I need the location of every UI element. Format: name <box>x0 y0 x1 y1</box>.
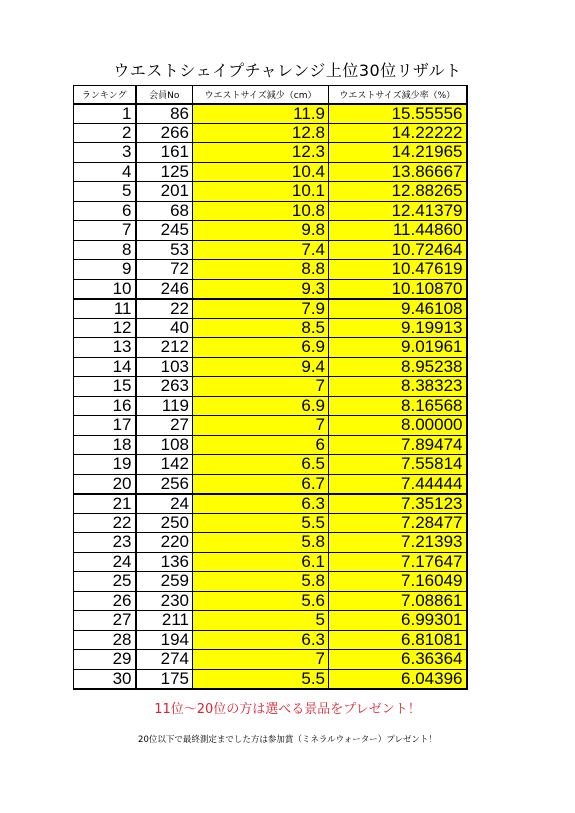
waist-reduction-cell: 10.1 <box>193 182 329 202</box>
reduction-rate-cell: 6.81081 <box>329 630 467 650</box>
reduction-rate-cell: 10.47619 <box>329 260 467 280</box>
rank-cell: 19 <box>74 455 136 475</box>
table-row <box>74 435 467 455</box>
rank-cell: 1 <box>74 104 136 124</box>
reduction-rate-cell: 13.86667 <box>329 162 467 182</box>
table-row <box>74 260 467 280</box>
waist-reduction-cell: 10.8 <box>193 201 329 221</box>
rank-cell: 21 <box>74 494 136 514</box>
member-no-cell: 194 <box>136 630 193 650</box>
page-title: ウエストシェイプチャレンジ上位30位リザルト <box>113 61 462 80</box>
member-no-cell: 103 <box>136 357 193 377</box>
rank-cell: 9 <box>74 260 136 280</box>
table-row <box>74 318 467 338</box>
rank-cell: 11 <box>74 299 136 319</box>
rank-cell: 29 <box>74 650 136 670</box>
member-no-cell: 212 <box>136 338 193 358</box>
table-row <box>74 630 467 650</box>
rank-cell: 25 <box>74 572 136 592</box>
reduction-rate-cell: 11.44860 <box>329 221 467 241</box>
table-row <box>74 162 467 182</box>
reduction-rate-cell: 10.10870 <box>329 279 467 299</box>
table-row <box>74 396 467 416</box>
rank-cell: 16 <box>74 396 136 416</box>
member-no-cell: 119 <box>136 396 193 416</box>
rank-cell: 2 <box>74 123 136 143</box>
waist-reduction-cell: 5.8 <box>193 533 329 553</box>
table-header-row <box>74 86 467 104</box>
reduction-rate-cell: 15.55556 <box>329 104 467 124</box>
table-row <box>74 474 467 494</box>
member-no-cell: 40 <box>136 318 193 338</box>
reduction-rate-cell: 7.55814 <box>329 455 467 475</box>
table-row <box>74 455 467 475</box>
reduction-rate-cell: 6.99301 <box>329 611 467 631</box>
reduction-rate-cell: 9.46108 <box>329 299 467 319</box>
table-row <box>74 416 467 436</box>
member-no-cell: 27 <box>136 416 193 436</box>
waist-reduction-cell: 9.8 <box>193 221 329 241</box>
table-row <box>74 143 467 163</box>
member-no-cell: 220 <box>136 533 193 553</box>
waist-reduction-cell: 6.3 <box>193 494 329 514</box>
table-row <box>74 123 467 143</box>
waist-reduction-cell: 11.9 <box>193 104 329 124</box>
header-rank: ランキング <box>74 86 136 104</box>
member-no-cell: 22 <box>136 299 193 319</box>
reduction-rate-cell: 9.19913 <box>329 318 467 338</box>
waist-reduction-cell: 7 <box>193 377 329 397</box>
member-no-cell: 53 <box>136 240 193 260</box>
prize-note: 11位〜20位の方は選べる景品をプレゼント！ <box>154 702 421 717</box>
table-row <box>74 338 467 358</box>
table-row <box>74 650 467 670</box>
rank-cell: 8 <box>74 240 136 260</box>
table-row <box>74 494 467 514</box>
reduction-rate-cell: 12.41379 <box>329 201 467 221</box>
table-row <box>74 279 467 299</box>
member-no-cell: 72 <box>136 260 193 280</box>
header-waist-reduction: ウエストサイズ減少（cm） <box>193 86 329 104</box>
rank-cell: 27 <box>74 611 136 631</box>
reduction-rate-cell: 14.21965 <box>329 143 467 163</box>
rank-cell: 20 <box>74 474 136 494</box>
member-no-cell: 108 <box>136 435 193 455</box>
header-member-no: 会員No <box>136 86 193 104</box>
waist-reduction-cell: 6.7 <box>193 474 329 494</box>
reduction-rate-cell: 8.00000 <box>329 416 467 436</box>
member-no-cell: 125 <box>136 162 193 182</box>
waist-reduction-cell: 6.9 <box>193 396 329 416</box>
waist-reduction-cell: 7 <box>193 416 329 436</box>
reduction-rate-cell: 8.95238 <box>329 357 467 377</box>
reduction-rate-cell: 6.04396 <box>329 669 467 689</box>
waist-reduction-cell: 8.5 <box>193 318 329 338</box>
rank-cell: 26 <box>74 591 136 611</box>
waist-reduction-cell: 12.3 <box>193 143 329 163</box>
member-no-cell: 86 <box>136 104 193 124</box>
member-no-cell: 142 <box>136 455 193 475</box>
member-no-cell: 175 <box>136 669 193 689</box>
rank-cell: 14 <box>74 357 136 377</box>
rank-cell: 15 <box>74 377 136 397</box>
waist-reduction-cell: 5.8 <box>193 572 329 592</box>
rank-cell: 18 <box>74 435 136 455</box>
reduction-rate-cell: 10.72464 <box>329 240 467 260</box>
reduction-rate-cell: 12.88265 <box>329 182 467 202</box>
member-no-cell: 245 <box>136 221 193 241</box>
reduction-rate-cell: 7.89474 <box>329 435 467 455</box>
results-table <box>73 85 468 690</box>
member-no-cell: 263 <box>136 377 193 397</box>
reduction-rate-cell: 6.36364 <box>329 650 467 670</box>
rank-cell: 3 <box>74 143 136 163</box>
member-no-cell: 161 <box>136 143 193 163</box>
table-row <box>74 377 467 397</box>
table-row <box>74 182 467 202</box>
waist-reduction-cell: 6.9 <box>193 338 329 358</box>
waist-reduction-cell: 5.5 <box>193 669 329 689</box>
member-no-cell: 246 <box>136 279 193 299</box>
table-row <box>74 669 467 689</box>
waist-reduction-cell: 9.4 <box>193 357 329 377</box>
rank-cell: 12 <box>74 318 136 338</box>
table-row <box>74 611 467 631</box>
header-reduction-rate: ウエストサイズ減少率（%） <box>329 86 467 104</box>
reduction-rate-cell: 9.01961 <box>329 338 467 358</box>
waist-reduction-cell: 6.1 <box>193 552 329 572</box>
member-no-cell: 136 <box>136 552 193 572</box>
rank-cell: 4 <box>74 162 136 182</box>
reduction-rate-cell: 7.28477 <box>329 513 467 533</box>
waist-reduction-cell: 6 <box>193 435 329 455</box>
waist-reduction-cell: 9.3 <box>193 279 329 299</box>
reduction-rate-cell: 8.38323 <box>329 377 467 397</box>
rank-cell: 24 <box>74 552 136 572</box>
reduction-rate-cell: 7.08861 <box>329 591 467 611</box>
rank-cell: 30 <box>74 669 136 689</box>
waist-reduction-cell: 7.4 <box>193 240 329 260</box>
reduction-rate-cell: 7.44444 <box>329 474 467 494</box>
table-row <box>74 201 467 221</box>
member-no-cell: 266 <box>136 123 193 143</box>
table-row <box>74 591 467 611</box>
waist-reduction-cell: 12.8 <box>193 123 329 143</box>
table-row <box>74 552 467 572</box>
reduction-rate-cell: 7.17647 <box>329 552 467 572</box>
rank-cell: 6 <box>74 201 136 221</box>
waist-reduction-cell: 10.4 <box>193 162 329 182</box>
waist-reduction-cell: 6.5 <box>193 455 329 475</box>
rank-cell: 22 <box>74 513 136 533</box>
rank-cell: 23 <box>74 533 136 553</box>
waist-reduction-cell: 8.8 <box>193 260 329 280</box>
table-row <box>74 513 467 533</box>
waist-reduction-cell: 7.9 <box>193 299 329 319</box>
waist-reduction-cell: 5.5 <box>193 513 329 533</box>
rank-cell: 17 <box>74 416 136 436</box>
table-row <box>74 572 467 592</box>
rank-cell: 7 <box>74 221 136 241</box>
rank-cell: 10 <box>74 279 136 299</box>
reduction-rate-cell: 7.35123 <box>329 494 467 514</box>
member-no-cell: 250 <box>136 513 193 533</box>
reduction-rate-cell: 8.16568 <box>329 396 467 416</box>
member-no-cell: 201 <box>136 182 193 202</box>
waist-reduction-cell: 5 <box>193 611 329 631</box>
table-row <box>74 221 467 241</box>
rank-cell: 13 <box>74 338 136 358</box>
member-no-cell: 230 <box>136 591 193 611</box>
member-no-cell: 256 <box>136 474 193 494</box>
member-no-cell: 259 <box>136 572 193 592</box>
reduction-rate-cell: 14.22222 <box>329 123 467 143</box>
table-row <box>74 240 467 260</box>
member-no-cell: 24 <box>136 494 193 514</box>
member-no-cell: 68 <box>136 201 193 221</box>
table-row <box>74 104 467 124</box>
waist-reduction-cell: 7 <box>193 650 329 670</box>
waist-reduction-cell: 6.3 <box>193 630 329 650</box>
table-row <box>74 299 467 319</box>
waist-reduction-cell: 5.6 <box>193 591 329 611</box>
reduction-rate-cell: 7.16049 <box>329 572 467 592</box>
reduction-rate-cell: 7.21393 <box>329 533 467 553</box>
member-no-cell: 211 <box>136 611 193 631</box>
participation-note: 20位以下で最終測定までした方は参加賞（ミネラルウォーター）プレゼント！ <box>138 735 437 745</box>
rank-cell: 5 <box>74 182 136 202</box>
member-no-cell: 274 <box>136 650 193 670</box>
table-row <box>74 357 467 377</box>
table-row <box>74 533 467 553</box>
rank-cell: 28 <box>74 630 136 650</box>
